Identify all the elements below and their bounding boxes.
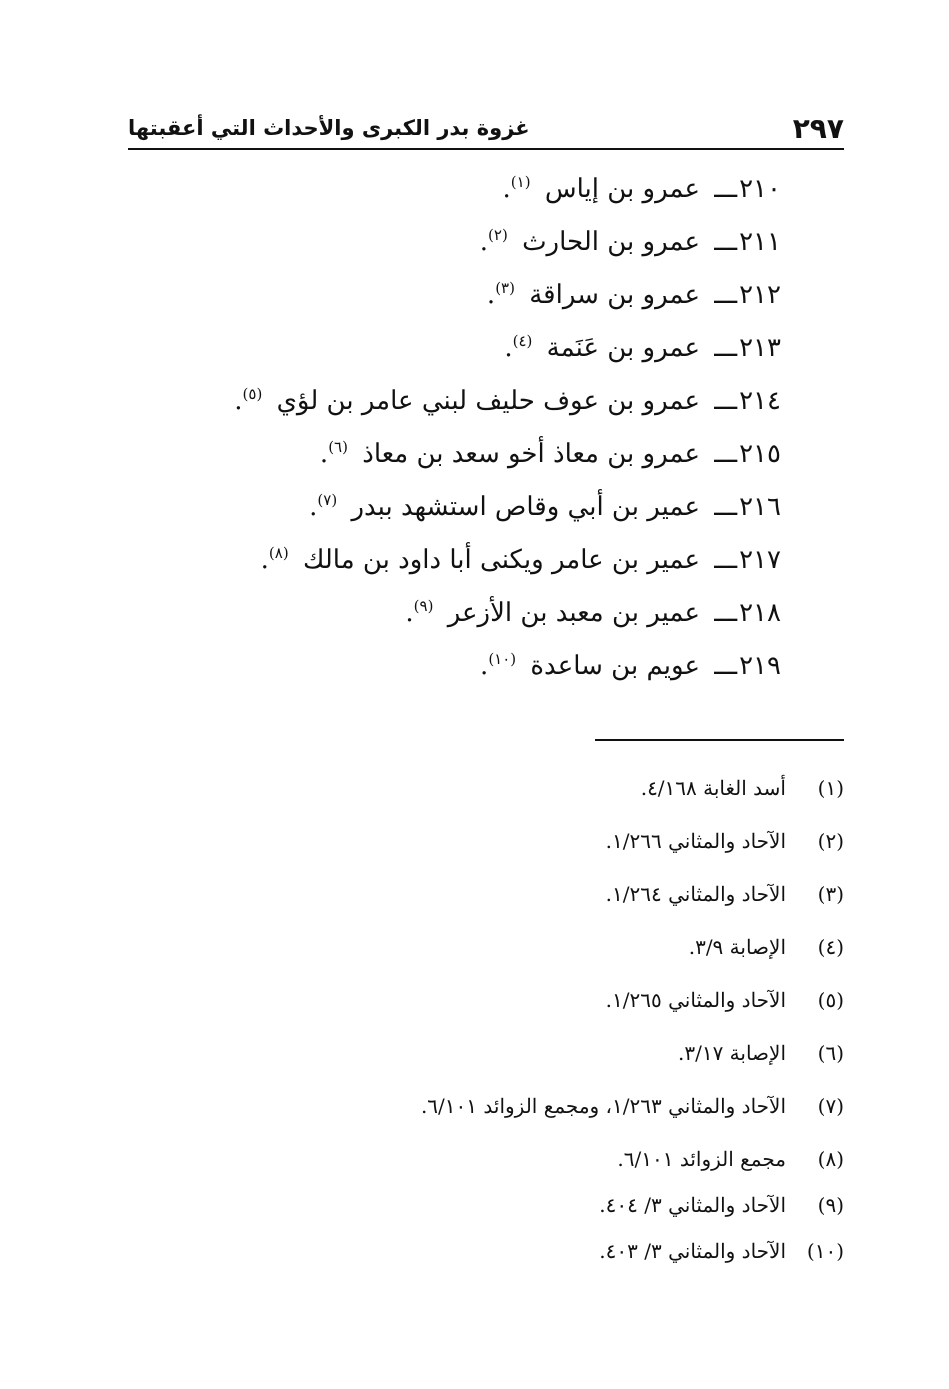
entry-end: . [260, 545, 269, 575]
list-item [221, 374, 781, 427]
footnote-marker: (٨) [817, 1147, 844, 1171]
list-item [221, 268, 781, 321]
footnote-marker: (٥) [817, 988, 844, 1012]
footnote [284, 1035, 844, 1088]
footnote-ref: (٩) [413, 597, 434, 615]
footnotes-list [284, 770, 844, 1286]
footnote-text: الآحاد والمثاني ١/٢٦٦. [605, 829, 786, 853]
footnote [284, 1088, 844, 1141]
footnote-text: مجمع الزوائد ٦/١٠١. [617, 1147, 786, 1171]
list-item [221, 639, 781, 692]
entry-dash: ـــ [714, 439, 738, 469]
entry-dash: ـــ [714, 386, 738, 416]
entry-end: . [486, 280, 496, 310]
footnote-marker: (٢) [817, 829, 844, 853]
footnote-ref: (١) [510, 173, 531, 191]
footnote-marker: (٩) [817, 1193, 844, 1217]
entry-number: ٢١٩ [739, 651, 781, 681]
entry-dash: ـــ [714, 280, 738, 310]
entry-end: . [479, 227, 489, 257]
footnote-text: الآحاد والمثاني ٣/ ٤٠٤. [599, 1193, 786, 1217]
footnote-marker: (٧) [817, 1094, 844, 1118]
entry-dash: ـــ [714, 227, 738, 257]
entry-number: ٢١٢ [739, 280, 781, 310]
entry-end: . [319, 439, 329, 469]
entry-text: عمرو بن عوف حليف لبني عامر بن لؤي [276, 386, 700, 416]
entry-text: عويم بن ساعدة [530, 651, 700, 681]
footnote-text: الآحاد والمثاني ١/٢٦٥. [605, 988, 786, 1012]
footnote [284, 823, 844, 876]
footnote-ref: (٧) [317, 491, 338, 509]
entry-number: ٢١٤ [739, 386, 781, 416]
entry-number: ٢١٠ [739, 174, 781, 204]
entry-number: ٢١٧ [739, 545, 781, 575]
footnote [284, 876, 844, 929]
list-item [221, 533, 781, 586]
footnote-marker: (١٠) [806, 1239, 844, 1263]
entry-number: ٢١١ [739, 227, 781, 257]
entry-dash: ـــ [714, 651, 738, 681]
entry-dash: ـــ [714, 545, 738, 575]
entry-end: . [405, 598, 414, 628]
entry-number: ٢١٦ [739, 492, 781, 522]
entry-end: . [504, 333, 513, 363]
list-item [221, 480, 781, 533]
footnote-text: الآحاد والمثاني ١/٢٦٤. [605, 882, 786, 906]
entry-text: عمرو بن الحارث [522, 227, 700, 257]
footnote-marker: (٦) [817, 1041, 844, 1065]
footnote-ref: (٤) [512, 332, 533, 350]
footnote-marker: (٤) [817, 935, 844, 959]
entry-dash: ـــ [714, 492, 738, 522]
entry-number: ٢١٨ [739, 598, 781, 628]
entry-end: . [502, 174, 511, 204]
footnote-ref: (٣) [495, 279, 515, 297]
entry-end: . [309, 492, 318, 522]
list-item [221, 162, 781, 215]
footnote-text: الإصابة ٣/١٧. [677, 1041, 786, 1065]
footnote [284, 929, 844, 982]
footnote-ref: (٢) [488, 226, 508, 244]
entry-end: . [234, 386, 243, 416]
footnote-text: الآحاد والمثاني ٣/ ٤٠٣. [599, 1239, 786, 1263]
footnote-ref: (٦) [328, 438, 348, 456]
footnote-marker: (٣) [817, 882, 844, 906]
list-item [221, 586, 781, 639]
entry-number: ٢١٥ [739, 439, 781, 469]
entry-text: عمير بن عامر ويكنى أبا داود بن مالك [302, 545, 700, 575]
footnote [284, 770, 844, 823]
chapter-title: غزوة بدر الكبرى والأحداث التي أعقبتها [128, 116, 530, 140]
entry-text: عمرو بن عَنَمة [546, 333, 700, 363]
list-item [221, 215, 781, 268]
names-list [221, 162, 781, 692]
list-item [221, 427, 781, 480]
list-item [221, 321, 781, 374]
footnote-text: الآحاد والمثاني ١/٢٦٣، ومجمع الزوائد ٦/١٠١. [420, 1094, 786, 1118]
entry-number: ٢١٣ [739, 333, 781, 363]
entry-text: عمير بن أبي وقاص استشهد ببدر [351, 492, 700, 522]
footnote [284, 1187, 844, 1233]
footnote-marker: (١) [817, 776, 844, 800]
footnote [284, 1141, 844, 1187]
footnote-text: الإصابة ٣/٩. [688, 935, 786, 959]
entry-dash: ـــ [714, 333, 738, 363]
entry-text: عمير بن معبد بن الأزعر [447, 598, 700, 628]
entry-text: عمرو بن سراقة [529, 280, 700, 310]
entry-end: . [480, 651, 489, 681]
page-number: ٢٩٧ [792, 112, 844, 145]
entry-dash: ـــ [714, 598, 738, 628]
entry-text: عمرو بن معاذ أخو سعد بن معاذ [362, 439, 700, 469]
footnote-ref: (٥) [242, 385, 263, 403]
footnote-text: أسد الغابة ٤/١٦٨. [640, 776, 786, 800]
running-header [128, 110, 844, 150]
footnote-ref: (١٠) [488, 650, 517, 668]
footnote-separator [595, 739, 844, 741]
footnote-ref: (٨) [268, 544, 289, 562]
entry-text: عمرو بن إياس [544, 174, 700, 204]
footnote [284, 982, 844, 1035]
entry-dash: ـــ [714, 174, 738, 204]
footnote [284, 1233, 844, 1286]
